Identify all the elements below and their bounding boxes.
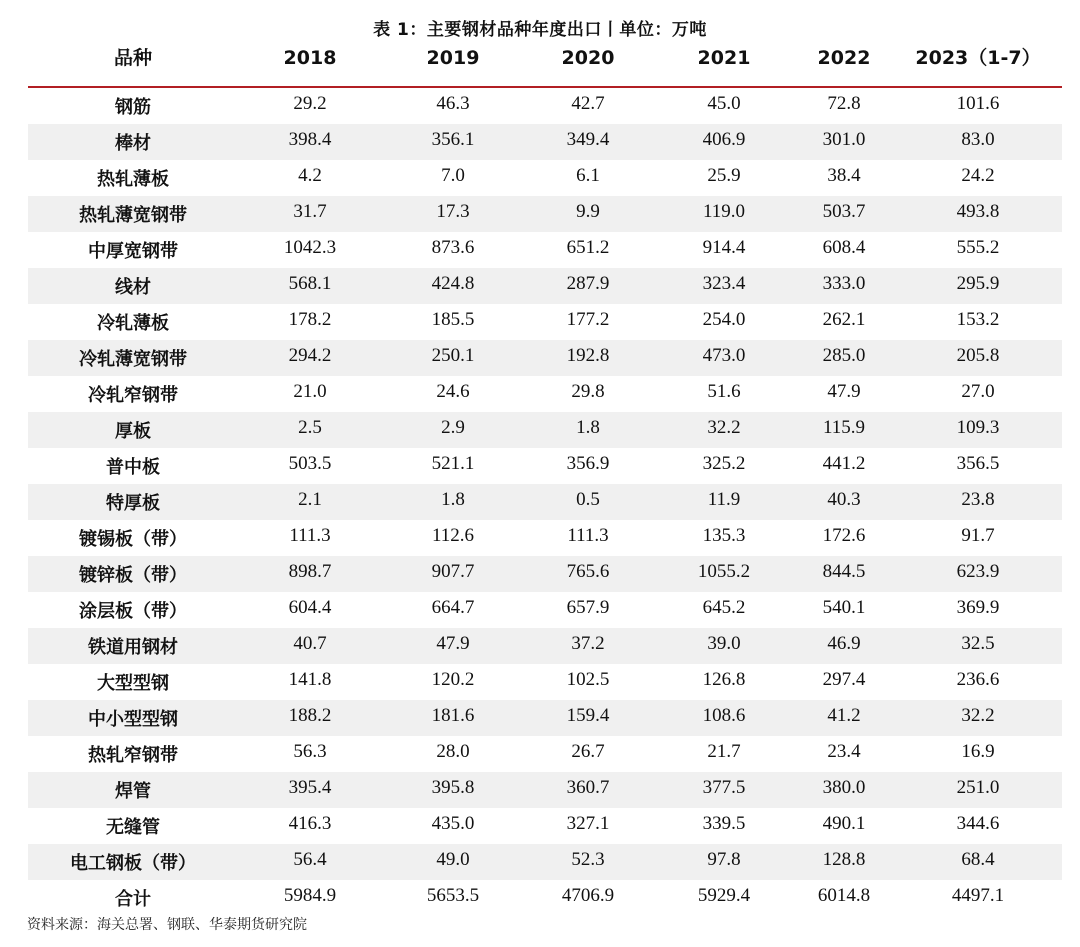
cell-value-2023: 356.5 (956, 453, 1000, 474)
cell-value-2022: 285.0 (822, 345, 866, 366)
cell-value-2023: 83.0 (961, 129, 995, 150)
cell-value-2018: 5984.9 (283, 885, 337, 906)
cell-value-2019: 46.3 (436, 93, 470, 114)
cell-value-2022: 540.1 (822, 597, 866, 618)
row-variety: 冷轧薄板 (97, 313, 169, 334)
table-row (28, 232, 1062, 268)
cell-value-2023: 32.5 (961, 633, 995, 654)
table-row (28, 844, 1062, 880)
cell-value-2022: 47.9 (827, 381, 861, 402)
table-body (28, 88, 1062, 916)
cell-value-2022: 41.2 (827, 705, 861, 726)
cell-value-2023: 251.0 (956, 777, 1000, 798)
cell-value-2019: 356.1 (431, 129, 475, 150)
cell-value-2021: 39.0 (707, 633, 741, 654)
cell-value-2022: 46.9 (827, 633, 861, 654)
cell-value-2022: 333.0 (822, 273, 866, 294)
row-variety: 冷轧窄钢带 (88, 385, 178, 406)
table-row (28, 772, 1062, 808)
cell-value-2021: 914.4 (702, 237, 746, 258)
table-row (28, 268, 1062, 304)
cell-value-2018: 1042.3 (283, 237, 337, 258)
cell-value-2020: 360.7 (566, 777, 610, 798)
cell-value-2018: 395.4 (288, 777, 332, 798)
header-2023: 2023（1-7） (915, 47, 1041, 69)
header-2022: 2022 (817, 47, 871, 69)
header-2018: 2018 (283, 47, 337, 69)
cell-value-2018: 416.3 (288, 813, 332, 834)
row-variety: 中厚宽钢带 (88, 241, 178, 262)
header-2020: 2020 (561, 47, 615, 69)
cell-value-2020: 26.7 (571, 741, 605, 762)
cell-value-2021: 108.6 (702, 705, 746, 726)
table-header (28, 43, 1062, 73)
cell-value-2020: 657.9 (566, 597, 610, 618)
cell-value-2021: 645.2 (702, 597, 746, 618)
table-row (28, 556, 1062, 592)
cell-value-2019: 7.0 (441, 165, 465, 186)
cell-value-2019: 24.6 (436, 381, 470, 402)
cell-value-2018: 29.2 (293, 93, 327, 114)
cell-value-2018: 21.0 (293, 381, 327, 402)
cell-value-2019: 17.3 (436, 201, 470, 222)
cell-value-2021: 25.9 (707, 165, 741, 186)
cell-value-2022: 844.5 (822, 561, 866, 582)
table-row (28, 124, 1062, 160)
cell-value-2018: 604.4 (288, 597, 332, 618)
cell-value-2019: 28.0 (436, 741, 470, 762)
row-variety: 线材 (115, 277, 151, 298)
cell-value-2022: 172.6 (822, 525, 866, 546)
cell-value-2021: 325.2 (702, 453, 746, 474)
row-variety: 铁道用钢材 (88, 637, 178, 658)
cell-value-2019: 907.7 (431, 561, 475, 582)
cell-value-2021: 254.0 (702, 309, 746, 330)
cell-value-2020: 1.8 (576, 417, 600, 438)
cell-value-2020: 192.8 (566, 345, 610, 366)
cell-value-2023: 369.9 (956, 597, 1000, 618)
cell-value-2023: 236.6 (956, 669, 1000, 690)
cell-value-2020: 356.9 (566, 453, 610, 474)
cell-value-2023: 4497.1 (951, 885, 1005, 906)
cell-value-2023: 32.2 (961, 705, 995, 726)
cell-value-2022: 301.0 (822, 129, 866, 150)
cell-value-2022: 23.4 (827, 741, 861, 762)
cell-value-2021: 1055.2 (697, 561, 751, 582)
cell-value-2023: 344.6 (956, 813, 1000, 834)
row-variety: 无缝管 (106, 817, 160, 838)
cell-value-2023: 493.8 (956, 201, 1000, 222)
row-variety: 中小型型钢 (88, 709, 178, 730)
table-row (28, 592, 1062, 628)
table-row (28, 808, 1062, 844)
cell-value-2018: 178.2 (288, 309, 332, 330)
cell-value-2023: 68.4 (961, 849, 995, 870)
header-2019: 2019 (426, 47, 480, 69)
row-variety: 焊管 (115, 781, 151, 802)
cell-value-2019: 250.1 (431, 345, 475, 366)
table-row (28, 340, 1062, 376)
cell-value-2023: 27.0 (961, 381, 995, 402)
cell-value-2021: 5929.4 (697, 885, 751, 906)
cell-value-2021: 11.9 (707, 489, 741, 510)
cell-value-2020: 37.2 (571, 633, 605, 654)
cell-value-2022: 40.3 (827, 489, 861, 510)
cell-value-2019: 2.9 (441, 417, 465, 438)
source-note: 资料来源：海关总署、钢联、华泰期货研究院 (27, 917, 307, 933)
cell-value-2019: 873.6 (431, 237, 475, 258)
cell-value-2020: 4706.9 (561, 885, 615, 906)
cell-value-2023: 555.2 (956, 237, 1000, 258)
header-variety: 品种 (113, 47, 152, 69)
cell-value-2020: 111.3 (567, 525, 609, 546)
cell-value-2019: 181.6 (431, 705, 475, 726)
cell-value-2021: 339.5 (702, 813, 746, 834)
cell-value-2023: 623.9 (956, 561, 1000, 582)
cell-value-2021: 45.0 (707, 93, 741, 114)
cell-value-2021: 32.2 (707, 417, 741, 438)
table-row (28, 520, 1062, 556)
cell-value-2022: 72.8 (827, 93, 861, 114)
cell-value-2019: 49.0 (436, 849, 470, 870)
table-row (28, 196, 1062, 232)
cell-value-2018: 503.5 (288, 453, 332, 474)
row-variety: 热轧薄宽钢带 (79, 205, 187, 226)
cell-value-2021: 473.0 (702, 345, 746, 366)
table-row (28, 412, 1062, 448)
row-variety: 普中板 (106, 457, 160, 478)
cell-value-2018: 111.3 (289, 525, 331, 546)
cell-value-2022: 262.1 (822, 309, 866, 330)
row-variety: 电工钢板（带） (70, 853, 196, 874)
cell-value-2019: 112.6 (431, 525, 475, 546)
cell-value-2022: 490.1 (822, 813, 866, 834)
cell-value-2022: 608.4 (822, 237, 866, 258)
table-title: 表 1：主要钢材品种年度出口丨单位：万吨 (373, 20, 707, 40)
row-variety: 冷轧薄宽钢带 (79, 349, 187, 370)
cell-value-2019: 664.7 (431, 597, 475, 618)
cell-value-2018: 568.1 (288, 273, 332, 294)
table-row (28, 484, 1062, 520)
cell-value-2023: 101.6 (956, 93, 1000, 114)
cell-value-2018: 398.4 (288, 129, 332, 150)
cell-value-2018: 40.7 (293, 633, 327, 654)
cell-value-2023: 91.7 (961, 525, 995, 546)
row-variety: 热轧窄钢带 (88, 745, 178, 766)
row-variety: 镀锌板（带） (79, 565, 187, 586)
cell-value-2019: 395.8 (431, 777, 475, 798)
cell-value-2021: 135.3 (702, 525, 746, 546)
cell-value-2022: 441.2 (822, 453, 866, 474)
cell-value-2019: 5653.5 (426, 885, 480, 906)
table-row (28, 376, 1062, 412)
cell-value-2020: 102.5 (566, 669, 610, 690)
row-variety: 涂层板（带） (79, 601, 187, 622)
cell-value-2021: 21.7 (707, 741, 741, 762)
cell-value-2023: 16.9 (961, 741, 995, 762)
cell-value-2019: 185.5 (431, 309, 475, 330)
cell-value-2023: 23.8 (961, 489, 995, 510)
cell-value-2018: 188.2 (288, 705, 332, 726)
cell-value-2018: 141.8 (288, 669, 332, 690)
cell-value-2020: 6.1 (576, 165, 600, 186)
cell-value-2020: 349.4 (566, 129, 610, 150)
cell-value-2020: 0.5 (576, 489, 600, 510)
table-row (28, 628, 1062, 664)
cell-value-2019: 47.9 (436, 633, 470, 654)
cell-value-2018: 4.2 (298, 165, 322, 186)
cell-value-2019: 435.0 (431, 813, 475, 834)
cell-value-2020: 29.8 (571, 381, 605, 402)
cell-value-2021: 323.4 (702, 273, 746, 294)
cell-value-2021: 406.9 (702, 129, 746, 150)
cell-value-2021: 377.5 (702, 777, 746, 798)
cell-value-2022: 115.9 (822, 417, 866, 438)
cell-value-2018: 56.4 (293, 849, 327, 870)
cell-value-2022: 128.8 (822, 849, 866, 870)
row-variety: 大型型钢 (97, 673, 169, 694)
cell-value-2021: 119.0 (702, 201, 746, 222)
header-2021: 2021 (697, 47, 751, 69)
cell-value-2023: 205.8 (956, 345, 1000, 366)
cell-value-2023: 295.9 (956, 273, 1000, 294)
row-variety: 合计 (115, 889, 151, 910)
cell-value-2020: 327.1 (566, 813, 610, 834)
table-row (28, 664, 1062, 700)
row-variety: 棒材 (115, 133, 151, 154)
cell-value-2018: 294.2 (288, 345, 332, 366)
cell-value-2022: 6014.8 (817, 885, 871, 906)
cell-value-2020: 42.7 (571, 93, 605, 114)
cell-value-2023: 24.2 (961, 165, 995, 186)
cell-value-2019: 424.8 (431, 273, 475, 294)
cell-value-2022: 380.0 (822, 777, 866, 798)
cell-value-2022: 297.4 (822, 669, 866, 690)
cell-value-2019: 521.1 (431, 453, 475, 474)
cell-value-2020: 765.6 (566, 561, 610, 582)
row-variety: 特厚板 (106, 493, 160, 514)
cell-value-2020: 651.2 (566, 237, 610, 258)
cell-value-2018: 2.1 (298, 489, 322, 510)
cell-value-2020: 177.2 (566, 309, 610, 330)
cell-value-2020: 9.9 (576, 201, 600, 222)
cell-value-2019: 1.8 (441, 489, 465, 510)
row-variety: 镀锡板（带） (79, 529, 187, 550)
row-variety: 厚板 (115, 421, 151, 442)
cell-value-2021: 126.8 (702, 669, 746, 690)
cell-value-2023: 153.2 (956, 309, 1000, 330)
row-variety: 热轧薄板 (97, 169, 169, 190)
cell-value-2022: 503.7 (822, 201, 866, 222)
table-row (28, 88, 1062, 124)
table-row (28, 736, 1062, 772)
cell-value-2018: 898.7 (288, 561, 332, 582)
cell-value-2019: 120.2 (431, 669, 475, 690)
table-row (28, 304, 1062, 340)
cell-value-2023: 109.3 (956, 417, 1000, 438)
cell-value-2021: 51.6 (707, 381, 741, 402)
cell-value-2020: 159.4 (566, 705, 610, 726)
cell-value-2018: 31.7 (293, 201, 327, 222)
cell-value-2020: 287.9 (566, 273, 610, 294)
cell-value-2022: 38.4 (827, 165, 861, 186)
cell-value-2018: 2.5 (298, 417, 322, 438)
cell-value-2021: 97.8 (707, 849, 741, 870)
table-row (28, 880, 1062, 916)
table-row (28, 448, 1062, 484)
row-variety: 钢筋 (115, 97, 151, 118)
cell-value-2020: 52.3 (571, 849, 605, 870)
table-row (28, 700, 1062, 736)
cell-value-2018: 56.3 (293, 741, 327, 762)
table-row (28, 160, 1062, 196)
